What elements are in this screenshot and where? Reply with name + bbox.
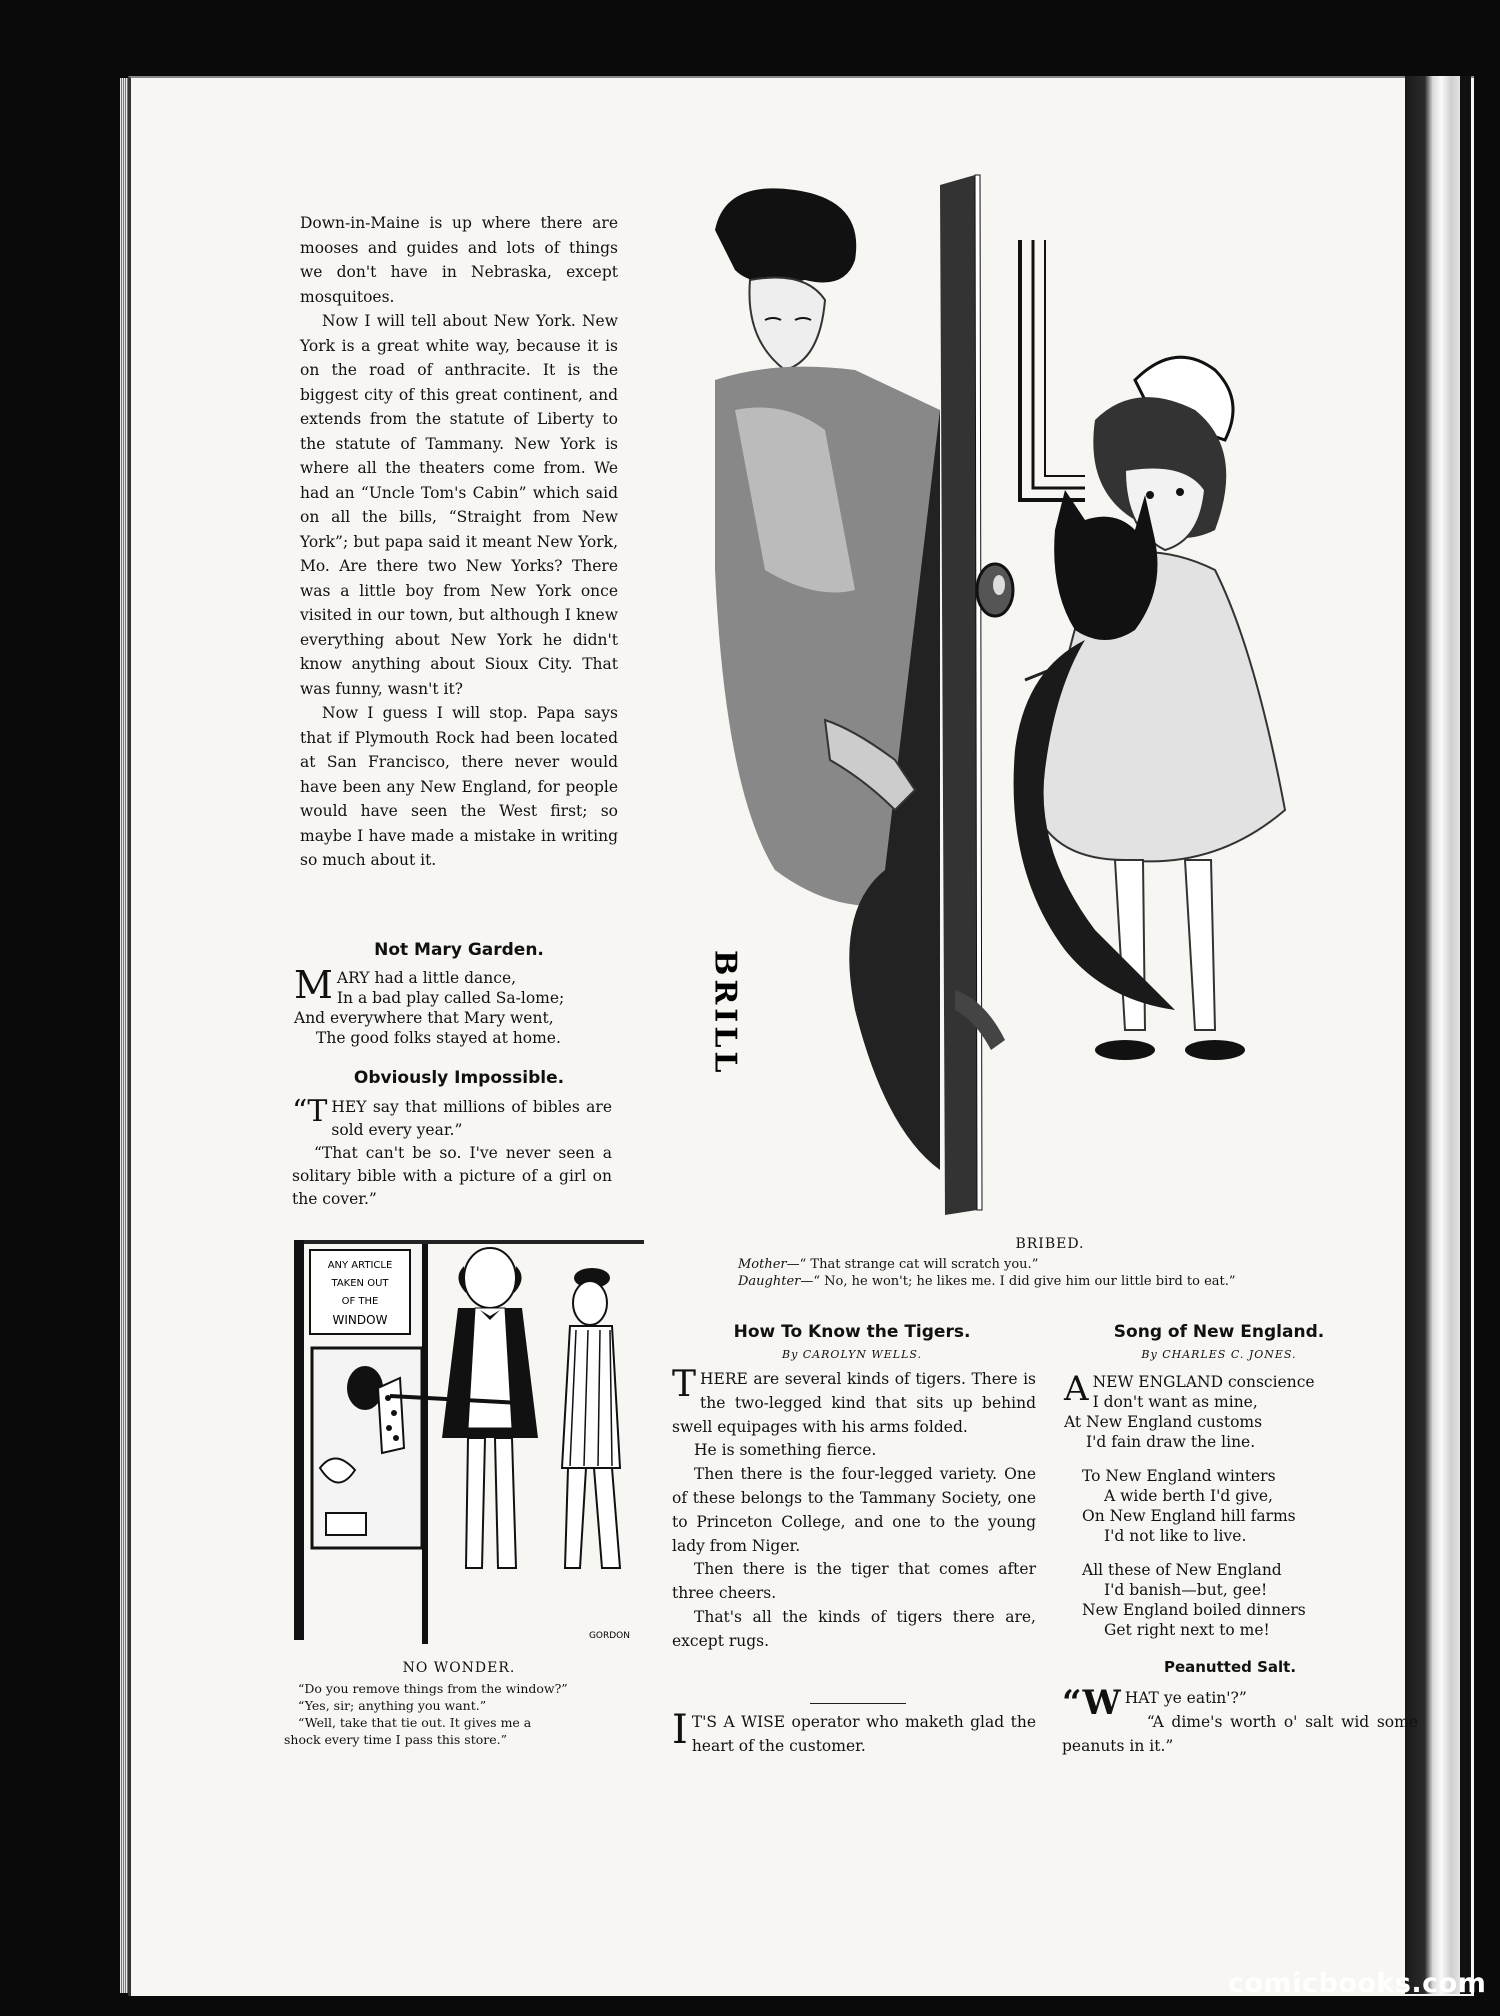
binding-edge <box>1460 76 1471 1994</box>
page-edge <box>120 78 128 1993</box>
spotted-tie <box>378 1378 404 1453</box>
bribed-title: BRIBED. <box>1015 1236 1085 1252</box>
no-wonder-caption <box>284 1680 644 1748</box>
tigers-paragraph <box>672 1364 1036 1439</box>
not-mary-garden-title: Not Mary Garden. <box>374 940 544 960</box>
peanutted-first <box>1062 1683 1418 1723</box>
door-frame <box>294 1240 304 1640</box>
bribed-illustration <box>655 170 1305 1230</box>
obviously-impossible-first <box>292 1096 612 1142</box>
sign-line: OF THE <box>341 1296 379 1307</box>
verse-line: NEW ENGLAND conscience <box>1092 1373 1315 1391</box>
peanutted-first-text: HAT ye eatin'?” <box>1124 1689 1247 1707</box>
mother-face <box>749 278 825 371</box>
left-column-text <box>300 211 618 873</box>
not-mary-garden-verse <box>294 963 624 1048</box>
wise-operator-line: T'S A WISE operator who maketh glad the heart of the customer. <box>691 1713 1036 1755</box>
customer-head <box>573 1281 607 1325</box>
sign-line: TAKEN OUT <box>331 1278 389 1289</box>
section-divider <box>810 1703 906 1704</box>
verse-line: New England boiled dinners <box>1082 1601 1306 1619</box>
wise-operator-paragraph <box>672 1707 1036 1758</box>
artist-signature: BRILL <box>707 950 743 1077</box>
verse-line: And everywhere that Mary went, <box>294 1009 554 1027</box>
tigers-paragraph: Then there is the four-legged variety. One of these belongs to the Tammany Society, one to Princeton College, and one to the young lady from Niger. <box>672 1465 1036 1555</box>
obviously-impossible-text <box>292 1096 612 1211</box>
obviously-impossible-title: Obviously Impossible. <box>353 1068 565 1088</box>
mother-text: “ That strange cat will scratch you.” <box>799 1257 1039 1272</box>
site-watermark: comicbooks.com <box>1228 1968 1487 1999</box>
verse-line: All these of New England <box>1082 1561 1282 1579</box>
verse-line: Get right next to me! <box>1104 1621 1270 1639</box>
verse-line: ARY had a little dance, <box>336 969 517 987</box>
verse-line: To New England winters <box>1082 1467 1276 1485</box>
obviously-impossible-second: “That can't be so. I've never seen a solitary bible with a picture of a girl on the cover.” <box>292 1144 612 1208</box>
tigers-first-rest: There is the two-legged kind that sits up behind swell equipages with his arms folded. <box>672 1370 1036 1436</box>
tigers-title: How To Know the Tigers. <box>733 1322 971 1342</box>
sign-line: ANY ARTICLE <box>327 1260 393 1271</box>
mother-hair <box>715 188 856 283</box>
daughter-text: “ No, he won't; he likes me. I did give him our little bird to eat.” <box>813 1274 1236 1289</box>
song-stanza-3 <box>1082 1560 1402 1640</box>
song-byline: By CHARLES C. JONES. <box>1141 1348 1297 1361</box>
drop-cap: “T <box>292 1094 328 1129</box>
verse-line: A wide berth I'd give, <box>1104 1487 1273 1505</box>
speaker-mother: Mother— <box>738 1257 800 1272</box>
drop-cap: M <box>294 963 333 1007</box>
frame-top <box>304 1240 644 1244</box>
peanutted-text <box>1062 1683 1418 1758</box>
tigers-text <box>672 1364 1036 1654</box>
no-wonder-cartoon <box>290 1238 650 1648</box>
tigers-paragraph: He is something fierce. <box>694 1441 877 1460</box>
cat <box>1054 490 1157 640</box>
caption-line: “Well, take that tie out. It gives me a <box>298 1715 532 1730</box>
obviously-impossible-first-text: HEY say that millions of bibles are sold every year.” <box>331 1098 612 1139</box>
drop-cap: I <box>672 1707 688 1753</box>
shopkeeper-head <box>464 1248 516 1308</box>
caption-line: shock every time I pass this store.” <box>284 1732 507 1747</box>
tigers-paragraph: That's all the kinds of tigers there are, except rugs. <box>672 1607 1036 1650</box>
verse-line: At New England customs <box>1064 1413 1263 1431</box>
wall-molding <box>1020 240 1085 500</box>
drop-cap: “W <box>1062 1683 1121 1723</box>
caption-line: “Yes, sir; anything you want.” <box>298 1698 487 1713</box>
tigers-paragraph: Then there is the tiger that comes after three cheers. <box>672 1560 1036 1603</box>
song-title: Song of New England. <box>1113 1322 1325 1342</box>
verse-line: The good folks stayed at home. <box>316 1029 561 1047</box>
door-edge <box>940 175 977 1215</box>
verse-line: On New England hill farms <box>1082 1507 1296 1525</box>
paragraph-stop: Now I guess I will stop. Papa says that if Plymouth Rock had been located at San Francisco, there never would have been any New England, for people would have seen the West first; so maybe I have made a mistake in writing so much about it. <box>300 704 618 869</box>
verse-line: In a bad play called Sa-lome; <box>336 989 565 1007</box>
peanutted-second: “A dime's worth o' salt wid some peanuts in it.” <box>1062 1713 1418 1755</box>
no-wonder-title: NO WONDER. <box>402 1660 516 1676</box>
mother-line <box>738 1256 1378 1273</box>
verse-line: I'd fain draw the line. <box>1086 1433 1256 1451</box>
sign-line: WINDOW <box>332 1313 388 1327</box>
drop-cap: T <box>672 1364 697 1405</box>
paragraph-maine: Down-in-Maine is up where there are mooses and guides and lots of things we don't have in Nebraska, except mosquitoes. <box>300 214 618 306</box>
peanutted-title: Peanutted Salt. <box>1163 1658 1297 1676</box>
paragraph-new-york: Now I will tell about New York. New York is a great white way, because it is on the road of anthracite. It is the biggest city of this great continent, and extends from the statute of Liberty to the statute of Tammany. New York is where all the theaters come from. We had an “Uncle Tom's Cabin” which said on all the bills, “Straight from New York”; but papa said it meant New York, Mo. Are there two New Yorks? There was a little boy from New York once visited in our town, but although I knew everything about New York he didn't know anything about Sioux City. That was funny, wasn't it? <box>300 312 618 698</box>
tigers-first-line: HERE are several kinds of tigers. <box>700 1370 966 1388</box>
window-box <box>326 1513 366 1535</box>
verse-line: I don't want as mine, <box>1092 1393 1258 1411</box>
verse-line: I'd not like to live. <box>1104 1527 1247 1545</box>
verse-line: I'd banish—but, gee! <box>1104 1581 1268 1599</box>
bribed-caption <box>738 1256 1378 1290</box>
drop-cap: A <box>1064 1369 1089 1409</box>
speaker-daughter: Daughter— <box>738 1274 814 1289</box>
cartoon-signature: GORDON <box>588 1631 630 1641</box>
daughter-line <box>738 1273 1378 1290</box>
wise-operator-text <box>672 1707 1036 1758</box>
tigers-byline: By CAROLYN WELLS. <box>781 1348 923 1361</box>
song-stanza-2 <box>1082 1466 1402 1546</box>
song-stanza-1 <box>1064 1369 1384 1452</box>
caption-line: “Do you remove things from the window?” <box>298 1681 568 1696</box>
